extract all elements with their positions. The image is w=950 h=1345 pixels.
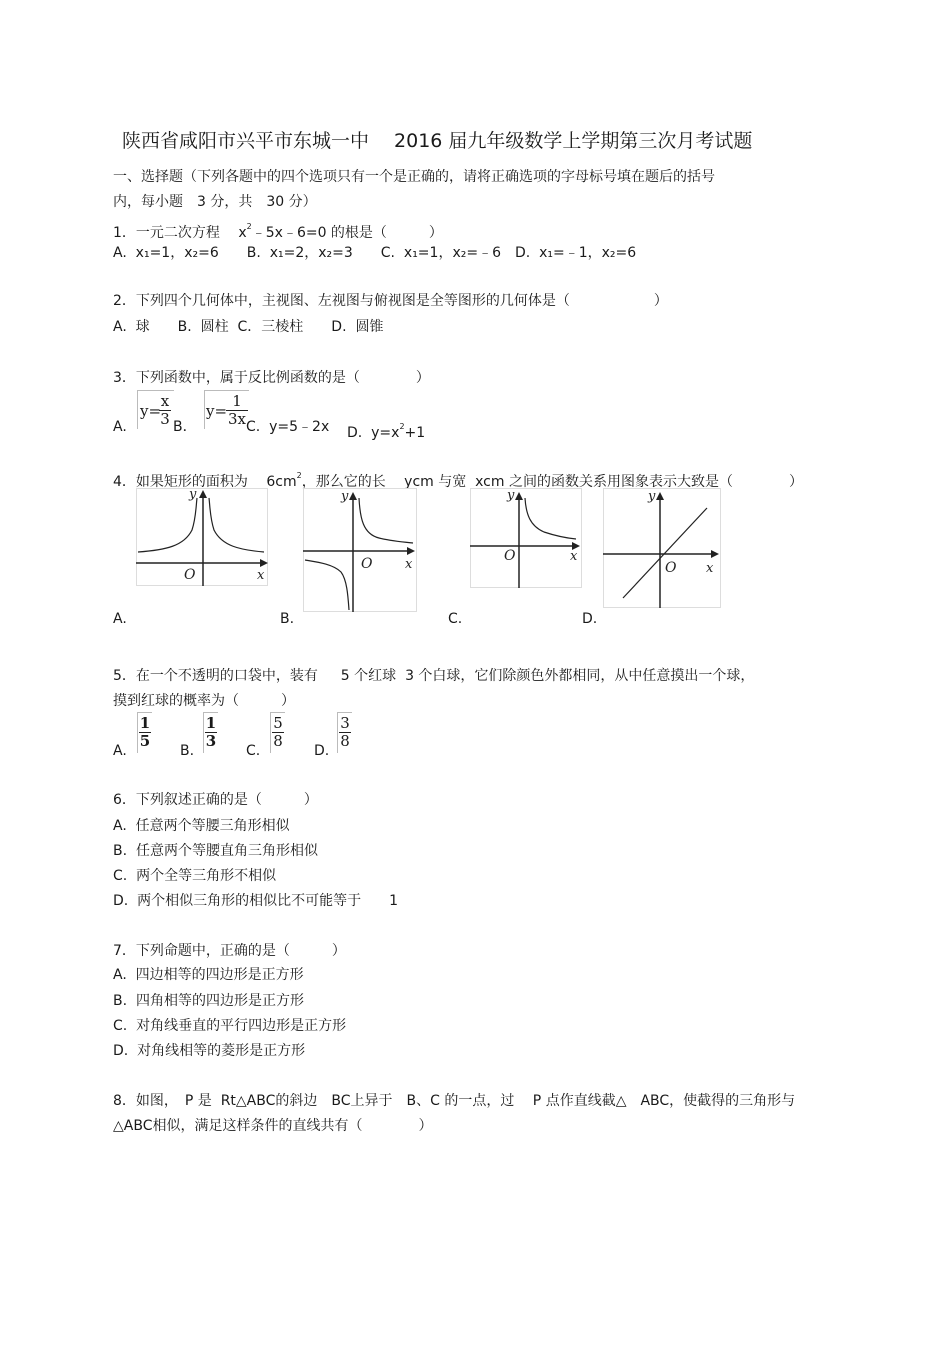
option-a-formula: y= x 3: [137, 390, 174, 429]
section-heading-cont: 内，每小题 3 分，共 30 分）: [113, 194, 317, 210]
question-6-option-b: B. 任意两个等腰直角三角形相似: [113, 843, 318, 859]
question-4-stem: 4．如果矩形的面积为 $6cm^2$，那么它的长 ycm 与宽 xcm 之间的函数关系用图象表示大致是（ ）: [113, 471, 803, 490]
option-b-label: B．: [173, 419, 197, 435]
question-3-stem: 3．下列函数中，属于反比例函数的是（ ）: [113, 370, 430, 386]
origin-label: O: [361, 556, 373, 572]
section-heading: 一、选择题（下列各题中的四个选项只有一个是正确的，请将正确选项的字母标号填在题后的括号: [113, 169, 715, 185]
question-2-stem: 2．下列四个几何体中，主视图、左视图与俯视图是全等图形的几何体是（ ）: [113, 293, 668, 309]
graph-d: [603, 488, 721, 608]
question-1-stem: 1．一元二次方程 $x^2﹣5x﹣6=0$ 的根是（ ）: [113, 222, 443, 241]
option-c-label: C.: [246, 743, 261, 759]
question-7-option-d: D. 对角线相等的菱形是正方形: [113, 1043, 306, 1059]
x-axis-label: x: [570, 549, 578, 564]
option-b-label: B.: [180, 743, 195, 759]
fraction: 1 3x: [227, 392, 246, 428]
y-axis-label: y: [507, 488, 515, 503]
question-5-stem: 5．在一个不透明的口袋中，装有 5 个红球 3 个白球，它们除颜色外都相同，从中任意摸出一个球，: [113, 668, 755, 684]
option-c-fraction: 5 8: [270, 712, 285, 753]
question-8-stem: 8．如图， P 是 Rt△ABC的斜边 BC上异于 B、C 的一点，过 P 点作直线截△ ABC，使截得的三角形与: [113, 1093, 796, 1109]
option-d: D. $y=x^2+1$: [347, 422, 426, 441]
origin-label: O: [665, 560, 677, 576]
option-a-fraction: 1 5: [137, 712, 152, 753]
option-d-fraction: 3 8: [337, 712, 352, 753]
y-axis-label: y: [341, 489, 349, 504]
origin-label: O: [504, 548, 516, 564]
x-axis-label: x: [405, 557, 413, 572]
page-title: 陕西省咸阳市兴平市东城一中 2016 届九年级数学上学期第三次月考试题: [122, 130, 753, 152]
question-1-options: A. x₁=1，x₂=6 B. x₁=2，x₂=3 C. x₁=1，x₂=﹣6 D. x₁=﹣1，x₂=6: [113, 245, 637, 261]
origin-label: O: [184, 567, 196, 583]
option-c: C. y=5﹣2x: [246, 419, 330, 435]
option-d-label: D.: [314, 743, 330, 759]
y-axis-label: y: [189, 488, 197, 502]
option-b-formula: y= 1 3x: [204, 390, 249, 429]
option-a-label: A.: [113, 419, 127, 435]
question-7-option-c: C. 对角线垂直的平行四边形是正方形: [113, 1018, 347, 1034]
question-6-option-a: A. 任意两个等腰三角形相似: [113, 818, 290, 834]
option-a-label: A.: [113, 743, 127, 759]
question-2-options: A. 球 B. 圆柱 C．三棱柱 D. 圆锥: [113, 319, 384, 335]
option-b-fraction: 1 3: [203, 712, 218, 753]
x-axis-label: x: [257, 568, 265, 583]
graph-b-label: B.: [280, 611, 295, 627]
question-5-stem-cont: 摸到红球的概率为（ ）: [113, 693, 295, 709]
question-8-stem-cont: △ABC相似，满足这样条件的直线共有（ ）: [113, 1118, 433, 1134]
question-6-option-d: D. 两个相似三角形的相似比不可能等于 1: [113, 893, 399, 909]
graph-a: [136, 488, 268, 586]
graph-b: [303, 488, 417, 612]
y-axis-label: y: [648, 489, 656, 504]
fraction: x 3: [160, 392, 170, 428]
question-7-option-a: A. 四边相等的四边形是正方形: [113, 967, 304, 983]
question-7-option-b: B. 四角相等的四边形是正方形: [113, 993, 304, 1009]
graph-c: [470, 488, 582, 588]
question-6-option-c: C. 两个全等三角形不相似: [113, 868, 277, 884]
question-6-stem: 6．下列叙述正确的是（ ）: [113, 792, 318, 808]
graph-d-label: D.: [582, 611, 598, 627]
graph-a-label: A.: [113, 611, 127, 627]
question-7-stem: 7．下列命题中，正确的是（ ）: [113, 943, 346, 959]
graph-c-label: C.: [448, 611, 463, 627]
x-axis-label: x: [706, 561, 714, 576]
